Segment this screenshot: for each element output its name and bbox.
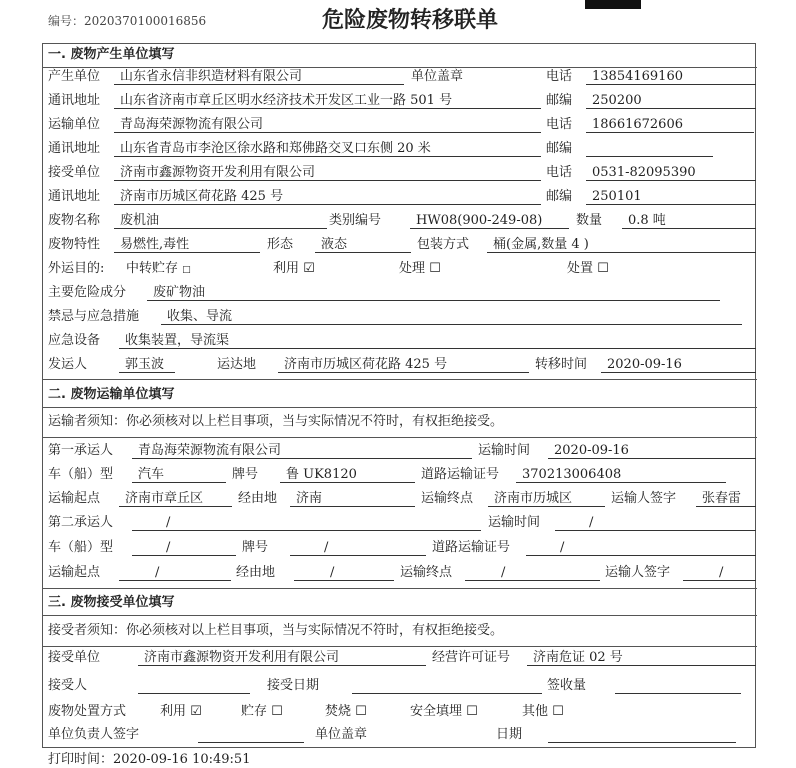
- label: 废物特性: [48, 237, 101, 252]
- label: 经由地: [236, 565, 276, 580]
- label: 电话: [546, 69, 573, 84]
- label: 接受日期: [267, 678, 320, 693]
- equipment-field[interactable]: 收集装置，导流渠: [119, 333, 756, 349]
- receiver-address-field[interactable]: 济南市历城区荷花路 425 号: [114, 189, 541, 205]
- license-field[interactable]: 济南危证 02 号: [527, 650, 756, 666]
- producer-address-field[interactable]: 山东省济南市章丘区明水经济技术开发区工业一路 501 号: [114, 93, 541, 109]
- section-1-title: 一. 废物产生单位填写: [48, 47, 175, 62]
- label: 运输起点: [48, 565, 101, 580]
- label: 通讯地址: [48, 141, 101, 156]
- first-start-field[interactable]: 济南市章丘区: [119, 491, 232, 507]
- label: 废物名称: [48, 213, 101, 228]
- qr-code: [585, 0, 641, 9]
- label: 主要危险成分: [48, 285, 127, 300]
- label: 经由地: [238, 491, 278, 506]
- receive-date-field[interactable]: [352, 678, 542, 694]
- label: 运达地: [217, 357, 257, 372]
- label: 废物处置方式: [48, 704, 127, 719]
- checkbox-icon[interactable]: ☐: [355, 704, 367, 719]
- label: 运输单位: [48, 117, 101, 132]
- received-amount-field[interactable]: [615, 678, 741, 694]
- label: 第二承运人: [48, 515, 114, 530]
- method-option-incinerate[interactable]: 焚烧 ☐: [325, 704, 367, 719]
- second-start-field[interactable]: /: [119, 565, 231, 581]
- first-permit-field[interactable]: 370213006408: [516, 467, 726, 483]
- packaging-field[interactable]: 桶(金属,数量 4 ): [487, 237, 756, 253]
- label: 电话: [546, 165, 573, 180]
- receiver-phone-field[interactable]: 0531-82095390: [586, 165, 756, 181]
- label: 形态: [267, 237, 294, 252]
- label: 单位负责人签字: [48, 727, 140, 742]
- purpose-option-utilize[interactable]: 利用 ☑: [273, 261, 315, 276]
- label: 运输终点: [400, 565, 453, 580]
- label: 电话: [546, 117, 573, 132]
- carrier-zip-field[interactable]: [586, 141, 713, 157]
- label: 第一承运人: [48, 443, 114, 458]
- label: 类别编号: [329, 213, 382, 228]
- carrier-field[interactable]: 青岛海荣源物流有限公司: [114, 117, 541, 133]
- checkbox-icon[interactable]: ☐: [271, 704, 283, 719]
- label: 外运目的:: [48, 261, 105, 276]
- second-vehicle-field[interactable]: /: [132, 540, 236, 556]
- serial-number: 编号：2020370100016856: [48, 14, 207, 28]
- checkbox-checked-icon[interactable]: ☑: [303, 261, 315, 276]
- second-permit-field[interactable]: /: [526, 540, 756, 556]
- label: 运输人签字: [605, 565, 671, 580]
- checkbox-icon[interactable]: ☐: [429, 261, 441, 276]
- print-time: 打印时间：2020-09-16 10:49:51: [48, 752, 251, 767]
- purpose-option-transfer-storage[interactable]: 中转贮存 □: [126, 261, 191, 276]
- second-end-field[interactable]: /: [465, 565, 600, 581]
- waste-name-field[interactable]: 废机油: [114, 213, 327, 229]
- label: 通讯地址: [48, 93, 101, 108]
- first-vehicle-field[interactable]: 汽车: [132, 467, 226, 483]
- second-plate-field[interactable]: /: [290, 540, 426, 556]
- label: 产生单位: [48, 69, 101, 84]
- label: 邮编: [546, 141, 573, 156]
- divider: [42, 407, 757, 408]
- receiver-field[interactable]: 济南市鑫源物资开发利用有限公司: [114, 165, 541, 181]
- label: 道路运输证号: [421, 467, 500, 482]
- label: 运输起点: [48, 491, 101, 506]
- second-via-field[interactable]: /: [294, 565, 394, 581]
- label: 运输人签字: [611, 491, 677, 506]
- label: 包装方式: [417, 237, 470, 252]
- method-option-other[interactable]: 其他 ☐: [522, 704, 564, 719]
- shipper-field[interactable]: 郭玉波: [119, 357, 175, 373]
- label: 车（船）型: [48, 467, 114, 482]
- label: 运输时间: [478, 443, 531, 458]
- first-end-field[interactable]: 济南市历城区: [488, 491, 605, 507]
- label: 车（船）型: [48, 540, 114, 555]
- label: 日期: [496, 727, 523, 742]
- label: 接受单位: [48, 650, 101, 665]
- label: 单位盖章: [411, 69, 464, 84]
- transfer-time-field[interactable]: 2020-09-16: [601, 357, 756, 373]
- quantity-field[interactable]: 0.8 吨: [622, 213, 756, 229]
- label: 发运人: [48, 357, 88, 372]
- first-plate-field[interactable]: 鲁 UK8120: [280, 467, 415, 483]
- label: 通讯地址: [48, 189, 101, 204]
- checkbox-icon[interactable]: □: [182, 265, 191, 275]
- taboo-field[interactable]: 收集、导流: [161, 309, 742, 325]
- checkbox-icon[interactable]: ☐: [466, 704, 478, 719]
- label: 邮编: [546, 93, 573, 108]
- method-option-landfill[interactable]: 安全填埋 ☐: [410, 704, 478, 719]
- purpose-option-dispose[interactable]: 处置 ☐: [567, 261, 609, 276]
- divider: [42, 588, 757, 589]
- property-field[interactable]: 易燃性,毒性: [114, 237, 260, 253]
- receiver-notice: 接受者须知：你必须核对以上栏目事项，当与实际情况不符时，有权拒绝接受。: [48, 623, 504, 638]
- receiving-unit-field[interactable]: 济南市鑫源物资开发利用有限公司: [138, 650, 426, 666]
- label: 转移时间: [535, 357, 588, 372]
- divider: [42, 646, 757, 647]
- producer-zip-field[interactable]: 250200: [586, 93, 756, 109]
- label: 应急设备: [48, 333, 101, 348]
- second-time-field[interactable]: /: [555, 515, 756, 531]
- label: 运输终点: [421, 491, 474, 506]
- label: 牌号: [232, 467, 259, 482]
- destination-field[interactable]: 济南市历城区荷花路 425 号: [278, 357, 529, 373]
- label: 道路运输证号: [432, 540, 511, 555]
- first-time-field[interactable]: 2020-09-16: [548, 443, 756, 459]
- category-field[interactable]: HW08(900-249-08): [410, 213, 569, 229]
- second-carrier-field[interactable]: /: [132, 515, 481, 531]
- checkbox-icon[interactable]: ☐: [597, 261, 609, 276]
- carrier-phone-field[interactable]: 18661672606: [586, 117, 754, 133]
- divider: [42, 437, 757, 438]
- purpose-option-treat[interactable]: 处理 ☐: [399, 261, 441, 276]
- second-sign-field[interactable]: /: [683, 565, 756, 581]
- label: 接受单位: [48, 165, 101, 180]
- form-field[interactable]: 液态: [315, 237, 411, 253]
- head-sign-field[interactable]: [198, 727, 304, 743]
- label: 邮编: [546, 189, 573, 204]
- label: 禁忌与应急措施: [48, 309, 140, 324]
- section-2-title: 二. 废物运输单位填写: [48, 387, 175, 402]
- date-field[interactable]: [548, 727, 736, 743]
- label: 经营许可证号: [432, 650, 511, 665]
- checkbox-checked-icon[interactable]: ☑: [190, 704, 202, 719]
- producer-phone-field[interactable]: 13854169160: [586, 69, 756, 85]
- method-option-store[interactable]: 贮存 ☐: [241, 704, 283, 719]
- checkbox-icon[interactable]: ☐: [552, 704, 564, 719]
- section-3-title: 三. 废物接受单位填写: [48, 595, 175, 610]
- carrier-address-field[interactable]: 山东省青岛市李沧区徐水路和郑佛路交叉口东侧 20 米: [114, 141, 541, 157]
- divider: [42, 67, 757, 68]
- receiver-zip-field[interactable]: 250101: [586, 189, 756, 205]
- label: 接受人: [48, 678, 88, 693]
- label: 数量: [576, 213, 603, 228]
- first-sign-field[interactable]: 张春雷: [696, 491, 756, 507]
- label: 牌号: [242, 540, 269, 555]
- carrier-notice: 运输者须知：你必须核对以上栏目事项，当与实际情况不符时，有权拒绝接受。: [48, 414, 504, 429]
- first-carrier-field[interactable]: 青岛海荣源物流有限公司: [132, 443, 472, 459]
- receiver-person-field[interactable]: [138, 678, 250, 694]
- label: 运输时间: [488, 515, 541, 530]
- first-via-field[interactable]: 济南: [290, 491, 415, 507]
- producer-field[interactable]: 山东省永信非织造材料有限公司: [114, 69, 404, 85]
- hazard-field[interactable]: 废矿物油: [147, 285, 720, 301]
- method-option-utilize[interactable]: 利用 ☑: [160, 704, 202, 719]
- label: 单位盖章: [315, 727, 368, 742]
- divider: [42, 615, 757, 616]
- label: 签收量: [547, 678, 587, 693]
- page-title: 危险废物转移联单: [322, 8, 499, 33]
- divider: [42, 379, 757, 380]
